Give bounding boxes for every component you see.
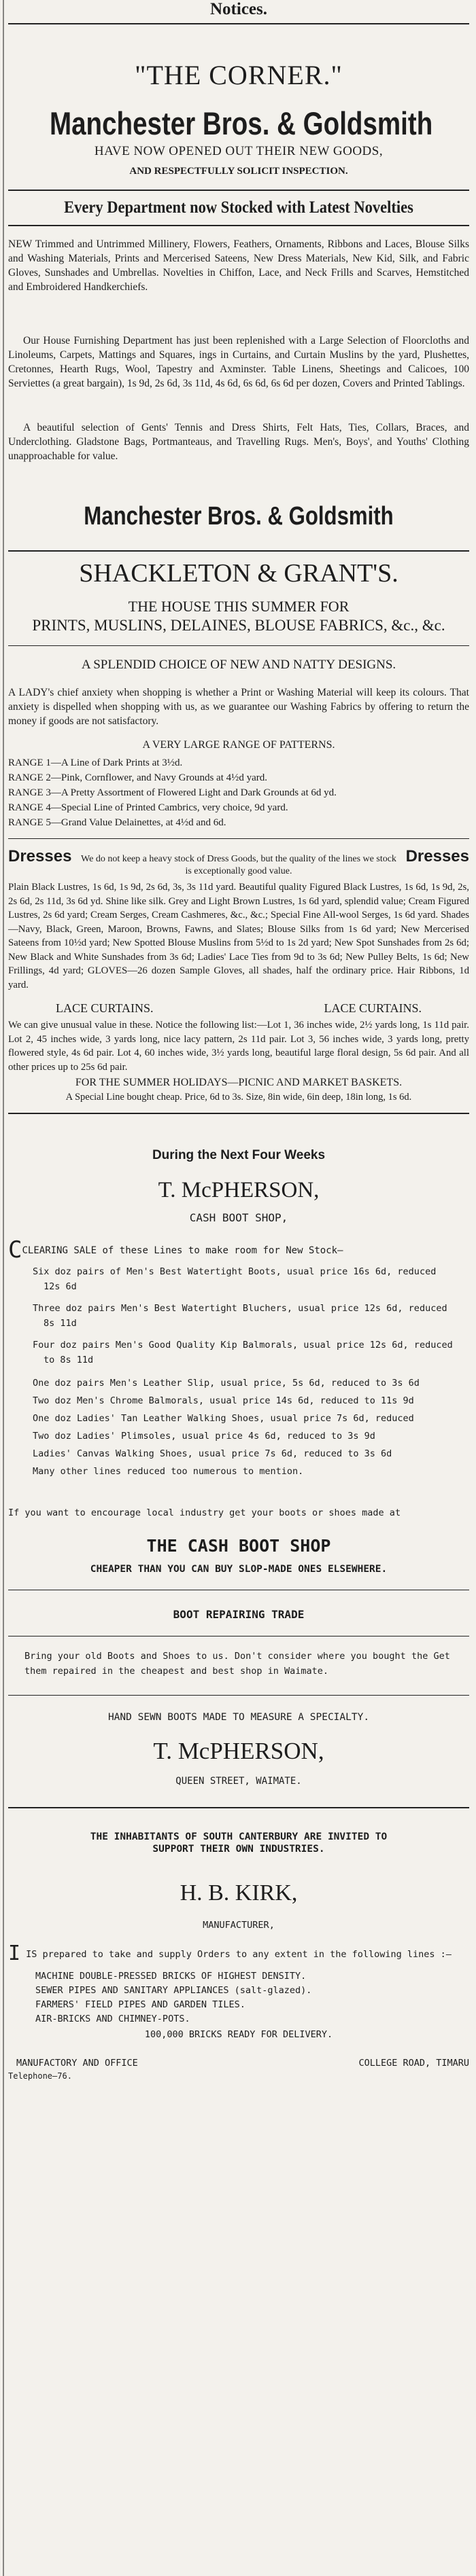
lace-label-left: LACE CURTAINS. [56, 1001, 154, 1015]
dresses-intro: We do not keep a heavy stock of Dress Goods, but the quality of the lines we stock is exceptionally good value. [81, 854, 396, 876]
kirk-prepared-line: IIS prepared to take and supply Orders to any extent in the following lines :— [8, 1942, 452, 1965]
shackleton-title: SHACKLETON & GRANT'S. [79, 559, 398, 588]
dresses-label-right: Dresses [405, 847, 469, 865]
range-item: RANGE 4—Special Line of Printed Cambrics, very choice, 9d yard. [8, 802, 288, 813]
hand-sewn-line: HAND SEWN BOOTS MADE TO MEASURE A SPECIALTY. [107, 1712, 370, 1723]
range-heading: A VERY LARGE RANGE OF PATTERNS. [142, 739, 335, 751]
divider [8, 550, 469, 552]
shackleton-lady-paragraph: A LADY's chief anxiety when shopping is whether a Print or Washing Material will keep its colours. That anxiety is dispelled when shopping with us, as we guarantee our Washing Fabrics by offering to return the money if goods are not satisfactory. [8, 687, 469, 727]
mcpherson-address: QUEEN STREET, WAIMATE. [175, 1776, 302, 1787]
clearing-item: Six doz pairs of Men's Best Watertight Boots, usual price 16s 6d, reduced [33, 1266, 437, 1277]
range-list [8, 755, 469, 830]
cheaper-line: CHEAPER THAN YOU CAN BUY SLOP-MADE ONES ELSEWHERE. [90, 1564, 388, 1575]
kirk-invite-1: THE INHABITANTS OF SOUTH CANTERBURY ARE INVITED TO [90, 1831, 388, 1842]
kirk-product-line: MACHINE DOUBLE-PRESSED BRICKS OF HIGHEST DENSITY. [35, 1971, 307, 1982]
lace-heading-row [8, 1001, 469, 1016]
clearing-item: Three doz pairs Men's Best Watertight Bluchers, usual price 12s 6d, reduced [33, 1303, 447, 1314]
range-item: RANGE 2—Pink, Cornflower, and Navy Grounds at 4½d yard. [8, 772, 268, 783]
corner-firm-footer: Manchester Bros. & Goldsmith [84, 502, 394, 531]
shackleton-splendid: A SPLENDID CHOICE OF NEW AND NATTY DESIGNS. [81, 658, 396, 672]
mcpherson-name: T. McPHERSON, [158, 1178, 320, 1202]
clearing-item: Four doz pairs Men's Good Quality Kip Balmorals, usual price 12s 6d, reduced [33, 1340, 453, 1350]
kirk-college-road: COLLEGE ROAD, TIMARU [358, 2058, 469, 2069]
range-item: RANGE 1—A Line of Dark Prints at 3½d. [8, 757, 183, 768]
clearing-item: One doz Ladies' Tan Leather Walking Shoes, usual price 7s 6d, reduced [33, 1413, 414, 1424]
kirk-product-lines [8, 1969, 469, 2026]
kirk-manufactory: MANUFACTORY AND OFFICE [16, 2058, 138, 2069]
lace-paragraph: We can give unusual value in these. Notice the following list:—Lot 1, 36 inches wide, 2½ yards long, 1s 11d pair. Lot 2, 45 inches wide, 3 yards long, nice lacy pattern, 2s 11d pair. Lot 3, 56 inches wide, 3 yards long, pretty flowered style, 4s 6d pair. Lot 4, 60 inches wide, 3½ yards long, beautiful large floral design, 5s 6d pair. And all other prices up to 25s 6d pair. [8, 1020, 469, 1073]
mcpherson-during: During the Next Four Weeks [152, 1148, 326, 1162]
shackleton-sub-2: PRINTS, MUSLINS, DELAINES, BLOUSE FABRICS, &c., &c. [32, 617, 445, 634]
divider [8, 645, 469, 646]
column-edge-line [3, 0, 4, 2576]
divider [8, 838, 469, 839]
divider [8, 1695, 469, 1696]
corner-firm-name: Manchester Bros. & Goldsmith [50, 105, 433, 141]
clearing-item: Many other lines reduced too numerous to mention. [33, 1466, 304, 1477]
kirk-name: H. B. KIRK, [180, 1880, 298, 1906]
clearing-item-price: 8s 11d [44, 1318, 77, 1329]
kirk-advert [8, 1831, 469, 2081]
kirk-bricks-ready: 100,000 BRICKS READY FOR DELIVERY. [144, 2029, 333, 2040]
kirk-invite-2: SUPPORT THEIR OWN INDUSTRIES. [152, 1844, 325, 1855]
kirk-product-line: FARMERS' FIELD PIPES AND GARDEN TILES. [35, 1999, 245, 2010]
corner-line-2: AND RESPECTFULLY SOLICIT INSPECTION. [129, 166, 348, 177]
dresses-heading-row [8, 847, 469, 878]
mcpherson-advert [8, 1148, 469, 1808]
divider [8, 225, 469, 226]
range-item: RANGE 3—A Pretty Assortment of Flowered Light and Dark Grounds at 6d yd. [8, 787, 337, 798]
encourage-line: If you want to encourage local industry get your boots or shoes made at [8, 1507, 401, 1518]
clearing-item: One doz pairs Men's Leather Slip, usual price, 5s 6d, reduced to 3s 6d [33, 1378, 420, 1389]
clearing-item-price: to 8s 11d [44, 1355, 94, 1365]
boot-repair-paragraph: Bring your old Boots and Shoes to us. Don't consider where you bought the Get them repaired in the cheapest and best shop in Waimate. [24, 1651, 450, 1677]
corner-paragraph-gents: A beautiful selection of Gents' Tennis and Dress Shirts, Felt Hats, Ties, Collars, Braces, and Underclothing. Gladstone Bags, Portmanteaus, and Travelling Rugs. Men's, Boys', and Youths' Clothing unapproachable for value. [8, 422, 469, 462]
kirk-telephone: Telephone—76. [8, 2071, 72, 2081]
holidays-line: FOR THE SUMMER HOLIDAYS—PICNIC AND MARKET BASKETS. [75, 1077, 403, 1088]
clearing-items [8, 1264, 469, 1480]
corner-headline: Every Department now Stocked with Latest Novelties [64, 198, 413, 217]
kirk-address-row [8, 2058, 469, 2069]
corner-paragraph-novelties: NEW Trimmed and Untrimmed Millinery, Flowers, Feathers, Ornaments, Ribbons and Laces, Blouse Silks and Washing Materials, Prints and Mercerised Sateens, New Dress Materials, New Kid, Silk, and Fabric Gloves, Sunshades and Umbrellas. Novelties in Chiffon, Lace, and Neck Frills and Scarves, Hemstitched and Embroidered Handkerchiefs. [8, 238, 469, 293]
shackleton-sub-1: THE HOUSE THIS SUMMER FOR [128, 598, 350, 615]
corner-title: "THE CORNER." [135, 60, 343, 90]
clearing-item: Two doz Men's Chrome Balmorals, usual price 14s 6d, reduced to 11s 9d [33, 1395, 414, 1406]
corner-paragraph-furnishing: Our House Furnishing Department has just been replenished with a Large Selection of Floorcloths and Linoleums, Carpets, Mattings and Squares, ings in Curtains, and Curtain Muslins by the yard, Plushettes, Cretonnes, Hearth Rugs, Wool, Tapestry and Axminster. Table Linens, Sheetings and Calicoes, 100 Serviettes (a great bargain), 1s 9d, 2s 6d, 3s 11d, 4s 6d, 6s 6d, 6s 6d per dozen, Covers and Printed Tablings. [8, 335, 469, 389]
mcpherson-name-footer: T. McPHERSON, [153, 1738, 324, 1764]
corner-line-1: HAVE NOW OPENED OUT THEIR NEW GOODS, [94, 144, 384, 158]
kirk-product-line: AIR-BRICKS AND CHIMNEY-POTS. [35, 2014, 190, 2024]
lace-label-right: LACE CURTAINS. [324, 1001, 422, 1015]
corner-advert [8, 60, 469, 552]
clearing-item: Two doz Ladies' Plimsoles, usual price 4s 6d, reduced to 3s 9d [33, 1431, 375, 1442]
kirk-product-line: SEWER PIPES AND SANITARY APPLIANCES (salt-glazed). [35, 1985, 312, 1996]
clearing-item-price: 12s 6d [44, 1281, 77, 1292]
boot-repairing-title: BOOT REPAIRING TRADE [173, 1608, 305, 1621]
shackleton-advert [8, 558, 469, 1114]
divider [8, 23, 469, 24]
dresses-label-left: Dresses [8, 847, 72, 865]
dress-goods-paragraph: Plain Black Lustres, 1s 6d, 1s 9d, 2s 6d, 3s, 3s 11d yard. Beautiful quality Figured Black Lustres, 1s 6d, 1s 9d, 2s, 2s 6d, 2s 11d, 3s 6d yd. Shine like silk. Grey and Light Brown Lustres, 1s 6d yard, splendid value; Cream Figured Lustres, 2s 6d yard; Cream Serges, Cream Cashmeres, &c., &c.; Special Fine All-wool Serges, 1s 6d yard. Shades—Navy, Black, Green, Maroon, Browns, Fawns, and Slates; Blouse Silks from 1s 6d yard; New Mercerised Sateens from 10½d yard; New Spotted Blouse Muslins from 5½d to 1s 2d yard; New Spot Sunshades from 2s 6d; New Black and White Sunshades from 3s 6d; Ladies' Lace Ties from 9d to 3s 6d; New Pulley Belts, 1s 6d; New Frillings, 4d yard; GLOVES—26 dozen Sample Gloves, all shades, half the ordinary price. Hair Ribbons, 1d yard. [8, 882, 469, 990]
mcpherson-shop: CASH BOOT SHOP, [189, 1211, 288, 1224]
kirk-role: MANUFACTURER, [203, 1920, 275, 1931]
range-item: RANGE 5—Grand Value Delainettes, at 4½d and 6d. [8, 817, 226, 828]
baskets-line: A Special Line bought cheap. Price, 6d to 3s. Size, 8in wide, 6in deep, 18in long, 1s 6d. [65, 1092, 412, 1103]
divider [8, 190, 469, 191]
notices-column [8, 0, 469, 2081]
clearing-sale-line: CCLEARING SALE of these Lines to make room for New Stock— [8, 1236, 343, 1264]
notices-header: Notices. [210, 0, 267, 18]
cash-boot-shop-title: THE CASH BOOT SHOP [146, 1536, 331, 1556]
divider [8, 1807, 469, 1808]
clearing-item: Ladies' Canvas Walking Shoes, usual price 7s 6d, reduced to 3s 6d [33, 1448, 392, 1459]
divider [8, 1113, 469, 1114]
